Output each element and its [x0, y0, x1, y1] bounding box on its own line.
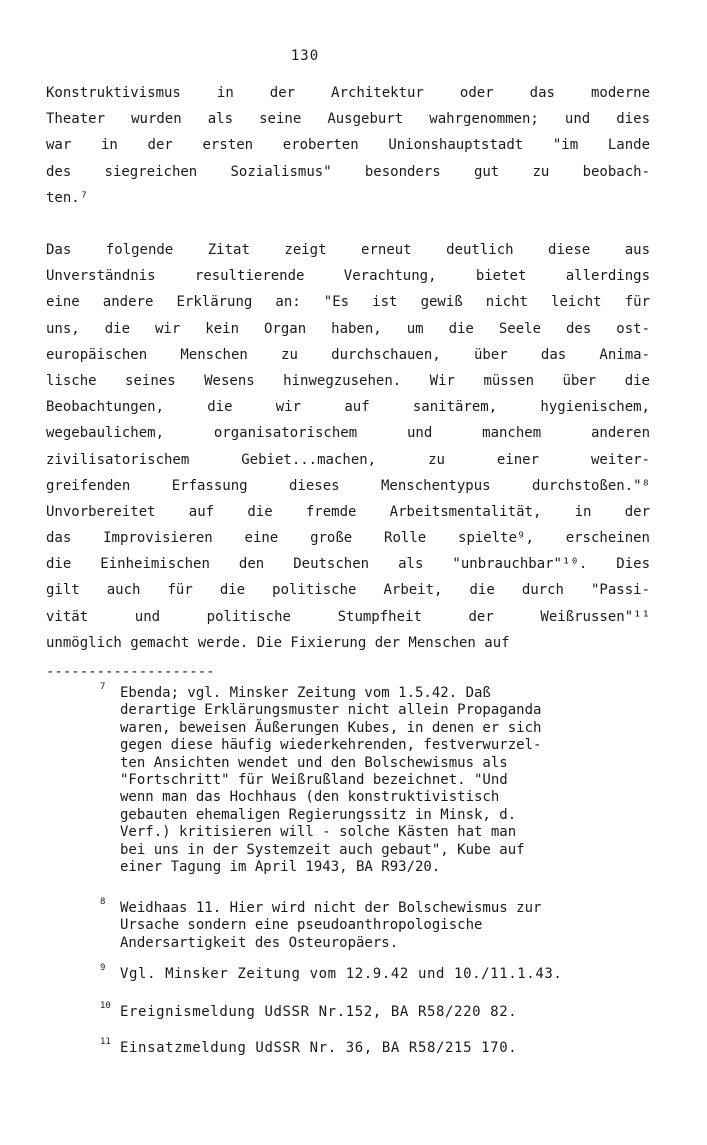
paragraph-line: vität und politische Stumpfheit der Weißrussen"¹¹ — [46, 608, 650, 625]
footnote-line: Weidhaas 11. Hier wird nicht der Bolschewismus zur — [120, 900, 542, 916]
footnote-line: Vgl. Minsker Zeitung vom 12.9.42 und 10./11.1.43. — [120, 966, 563, 982]
footnote-number: 9 — [100, 963, 106, 973]
footnote-text — [120, 685, 655, 876]
footnote-line: Verf.) kritisieren will - solche Kästen hat man — [120, 824, 517, 841]
footnote-line: Ebenda; vgl. Minsker Zeitung vom 1.5.42. Daß — [120, 685, 491, 701]
paragraph-line: greifenden Erfassung dieses Menschentypus durchstoßen."⁸ — [46, 477, 650, 494]
paragraph-line: zivilisatorischem Gebiet...machen, zu einer weiter- — [46, 451, 650, 468]
footnote-line: bei uns in der Systemzeit auch gebaut", Kube auf — [120, 841, 525, 858]
paragraph-1 — [46, 80, 650, 211]
paragraph-line: gilt auch für die politische Arbeit, die durch "Passi- — [46, 582, 650, 599]
page-number: 130 — [290, 48, 320, 64]
footnote-line: ten Ansichten wendet und den Bolschewismus als — [120, 754, 508, 771]
paragraph-line: wegebaulichem, organisatorischem und manchem anderen — [46, 425, 650, 442]
footnote-number: 11 — [100, 1037, 111, 1047]
footnote-line: gegen diese häufig wiederkehrenden, festverwurzel- — [120, 737, 542, 754]
paragraph-line: das Improvisieren eine große Rolle spielte⁹, erscheinen — [46, 530, 650, 547]
footnote-text — [120, 1004, 655, 1021]
paragraph-line: Theater wurden als seine Ausgeburt wahrgenommen; und dies — [46, 111, 650, 128]
paragraph-line: unmöglich gemacht werde. Die Fixierung der Menschen auf — [46, 634, 510, 651]
footnote-line: Ursache sondern eine pseudoanthropologische — [120, 917, 483, 934]
paragraph-line: Unverständnis resultierende Verachtung, bietet allerdings — [46, 268, 650, 285]
paragraph-line: Unvorbereitet auf die fremde Arbeitsmentalität, in der — [46, 503, 650, 520]
footnote-text — [120, 900, 655, 952]
footnote-number: 10 — [100, 1001, 111, 1011]
paragraph-line: uns, die wir kein Organ haben, um die Seele des ost- — [46, 320, 650, 337]
paragraph-line: lische seines Wesens hinwegzusehen. Wir müssen über die — [46, 372, 650, 389]
paragraph-line: Beobachtungen, die wir auf sanitärem, hygienischem, — [46, 399, 650, 416]
paragraph-line: die Einheimischen den Deutschen als "unbrauchbar"¹⁰. Dies — [46, 556, 650, 573]
footnote-line: Einsatzmeldung UdSSR Nr. 36, BA R58/215 170. — [120, 1040, 518, 1056]
footnote-line: Andersartigkeit des Osteuropäers. — [120, 934, 399, 951]
footnote-line: derartige Erklärungsmuster nicht allein Propaganda — [120, 702, 542, 719]
footnote-line: "Fortschritt" für Weißrußland bezeichnet. "Und — [120, 771, 508, 788]
footnote-line: gebauten ehemaligen Regierungssitz in Minsk, d. — [120, 806, 517, 823]
footnote-line: wenn man das Hochhaus (den konstruktivistisch — [120, 789, 500, 806]
footnote-separator: -------------------- — [46, 664, 215, 680]
footnote-line: Ereignismeldung UdSSR Nr.152, BA R58/220 82. — [120, 1004, 518, 1020]
footnote-number: 8 — [100, 897, 106, 907]
paragraph-line: des siegreichen Sozialismus" besonders gut zu beobach- — [46, 163, 650, 180]
paragraph-line: europäischen Menschen zu durchschauen, über das Anima- — [46, 346, 650, 363]
footnote-line: waren, beweisen Äußerungen Kubes, in denen er sich — [120, 719, 542, 736]
paragraph-2 — [46, 237, 650, 656]
paragraph-line: Das folgende Zitat zeigt erneut deutlich diese aus — [46, 242, 650, 258]
paragraph-line: eine andere Erklärung an: "Es ist gewiß nicht leicht für — [46, 294, 650, 311]
footnote-text — [120, 966, 655, 983]
footnote-number: 7 — [100, 682, 106, 692]
paragraph-line: Konstruktivismus in der Architektur oder das moderne — [46, 85, 650, 101]
footnote-line: einer Tagung im April 1943, BA R93/20. — [120, 858, 441, 875]
paragraph-line: war in der ersten eroberten Unionshauptstadt "im Lande — [46, 137, 650, 154]
footnote-text — [120, 1040, 655, 1057]
paragraph-line: ten.⁷ — [46, 189, 89, 206]
